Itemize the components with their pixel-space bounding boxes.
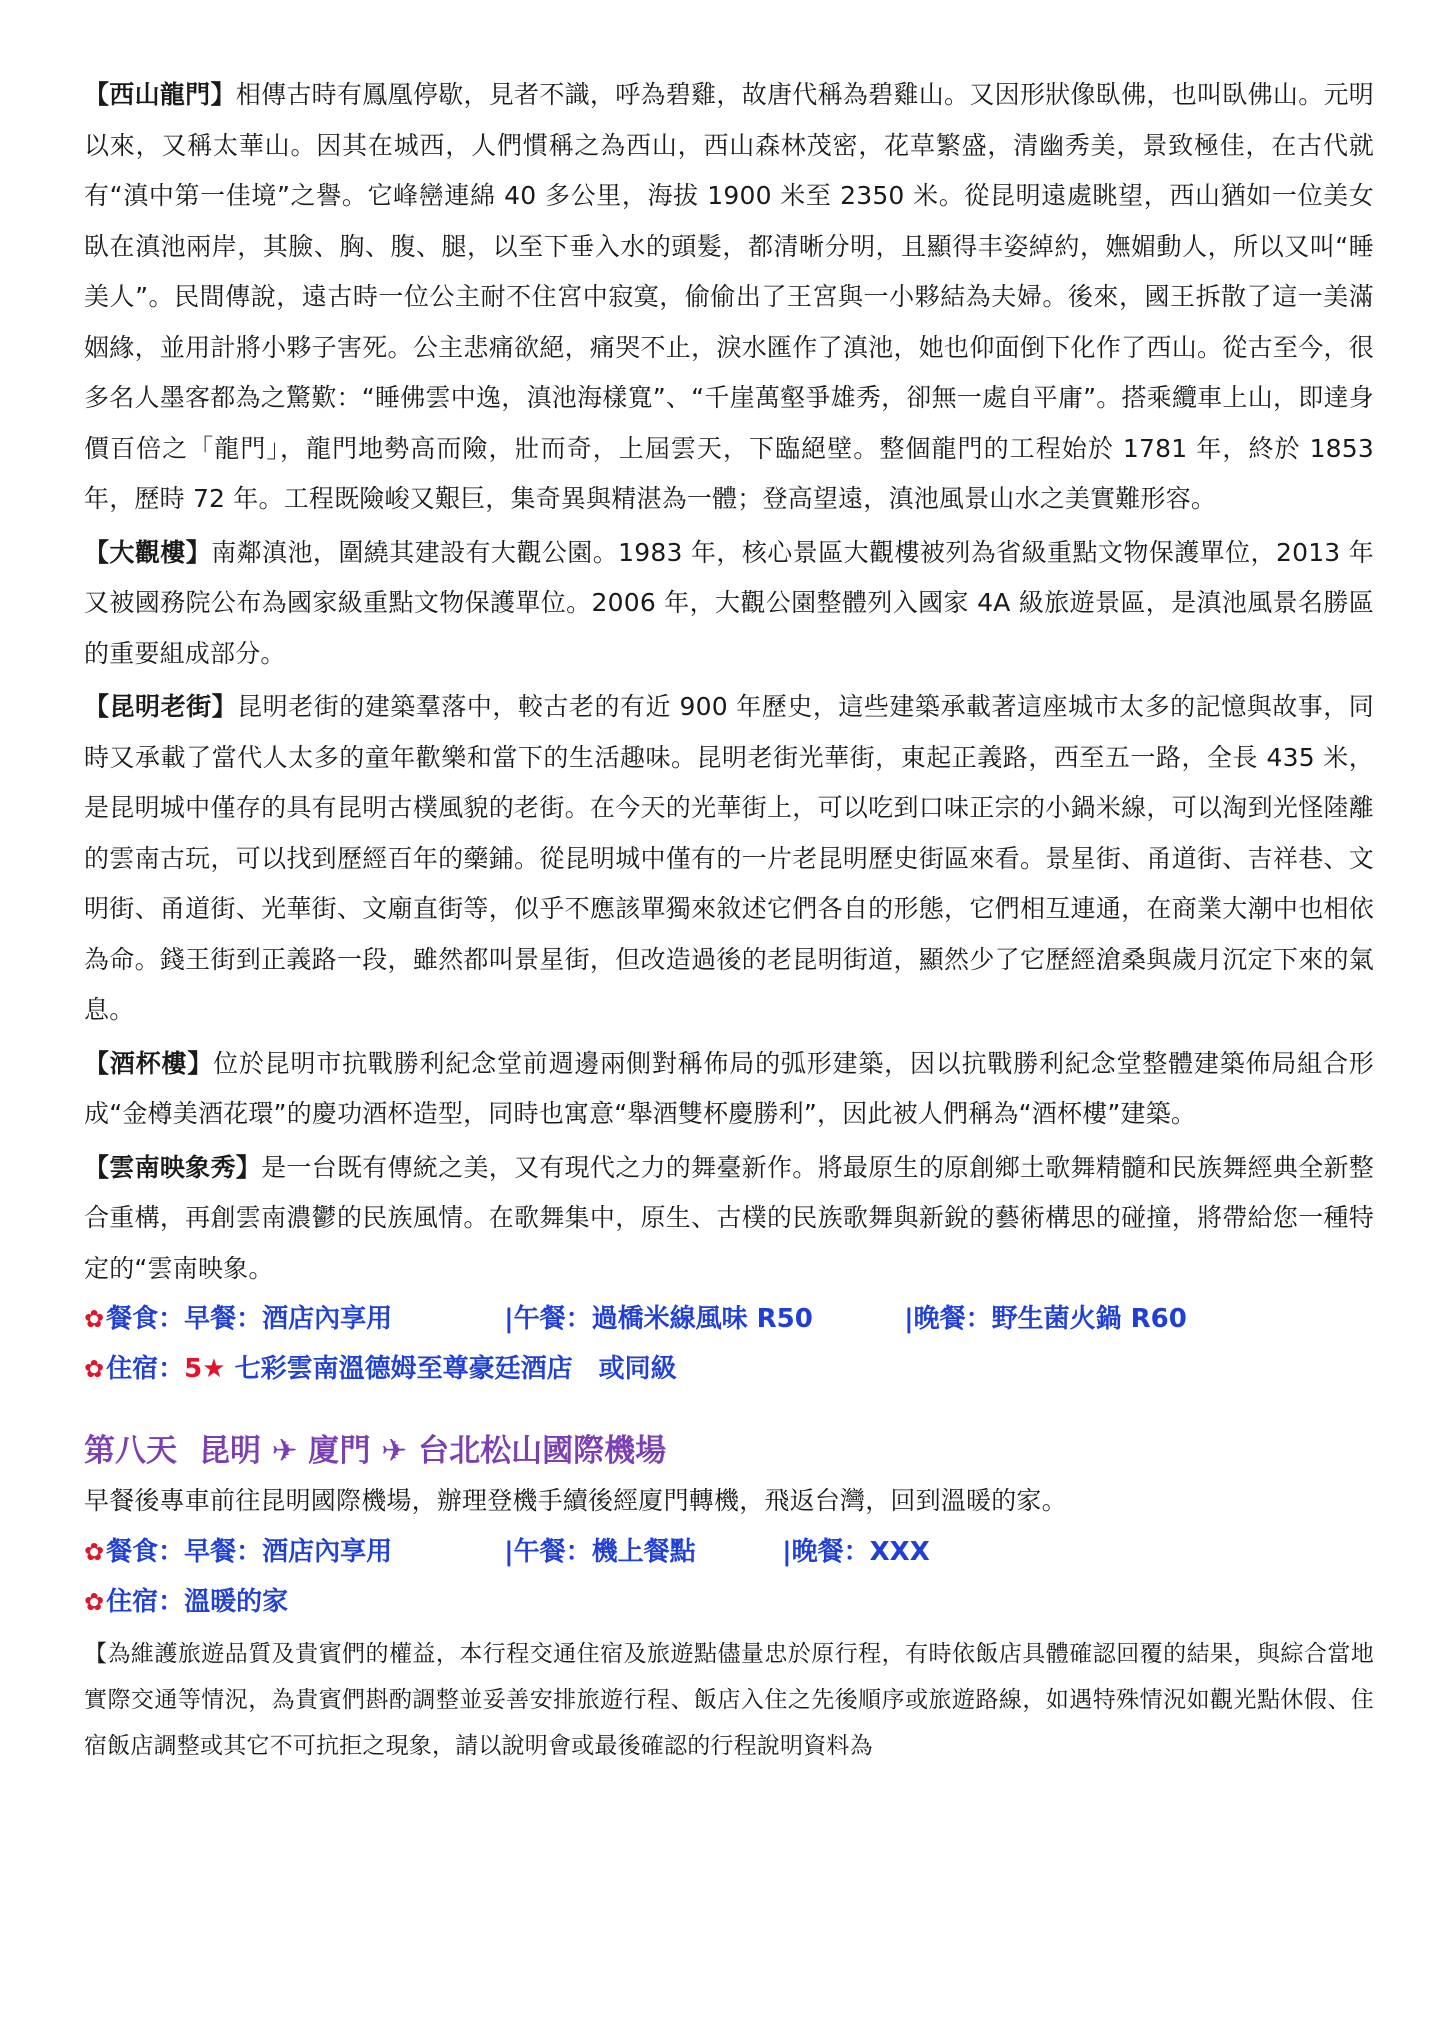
flower-icon: ✿: [84, 1305, 105, 1333]
section-title: 【酒杯樓】: [84, 1048, 214, 1078]
section-daguanlou: [84, 528, 1374, 680]
meal-lunch: |午餐：過橋米線風味 R50: [504, 1304, 813, 1334]
itinerary-page: [84, 70, 1374, 1769]
stay-text: 住宿：溫暖的家: [106, 1586, 289, 1617]
day8-stay-line: [84, 1577, 1374, 1627]
day7-meals-line: [84, 1294, 1374, 1344]
section-title: 【大觀樓】: [84, 537, 212, 567]
stay-label: 住宿：: [106, 1354, 185, 1384]
section-kunming-old-street: [84, 682, 1374, 1036]
section-jiubeilou: [84, 1039, 1374, 1140]
section-xishan-longmen: [84, 70, 1374, 525]
meal-dinner: |晚餐：野生菌火鍋 R60: [904, 1304, 1187, 1334]
flower-icon: ✿: [84, 1355, 105, 1383]
meal-breakfast: 餐食：早餐：酒店內享用: [106, 1304, 393, 1334]
meal-dinner: |晚餐：XXX: [782, 1536, 930, 1567]
section-title: 【西山龍門】: [84, 80, 236, 109]
day-label: 第八天: [84, 1433, 177, 1469]
day8-heading: [84, 1426, 1374, 1476]
flower-icon: ✿: [84, 1587, 105, 1616]
day8-meals-line: [84, 1527, 1374, 1577]
hotel-stars: 5★: [184, 1354, 226, 1384]
meal-breakfast: 餐食：早餐：酒店內享用: [106, 1536, 393, 1567]
section-title: 【雲南映象秀】: [84, 1152, 262, 1182]
section-body: 相傳古時有鳳凰停歇，見者不識，呼為碧雞，故唐代稱為碧雞山。又因形狀像臥佛，也叫臥佛山。元明以來，又稱太華山。因其在城西，人們慣稱之為西山，西山森林茂密，花草繁盛，清幽秀美，景致極佳，在古代就有“滇中第一佳境”之譽。它峰巒連綿 40 多公里，海拔 1900 米至 2350 米。從昆明遠處眺望，西山猶如一位美女臥在滇池兩岸，其臉、胸、腹、腿，以至下垂入水的頭髮，都清晰分明，且顯得丰姿綽約，嫵媚動人，所以又叫“睡美人”。民間傳說，遠古時一位公主耐不住宮中寂寞，偷偷出了王宮與一小夥結為夫婦。後來，國王拆散了這一美滿姻緣，並用計將小夥子害死。公主悲痛欲絕，痛哭不止，淚水匯作了滇池，她也仰面倒下化作了西山。從古至今，很多名人墨客都為之驚歎：“睡佛雲中逸，滇池海樣寬”、“千崖萬壑爭雄秀，卻無一處自平庸”。搭乘纜車上山，即達身價百倍之「龍門」，龍門地勢高而險，壯而奇，上屆雲天，下臨絕壁。整個龍門的工程始於 1781 年，終於 1853 年，歷時 72 年。工程既險峻又艱巨，集奇異與精湛為一體；登高望遠，滇池風景山水之美實難形容。: [84, 80, 1374, 513]
day8-description: 早餐後專車前往昆明國際機場，辦理登機手續後經廈門轉機，飛返台灣，回到溫暖的家。: [84, 1486, 1067, 1515]
section-title: 【昆明老街】: [84, 692, 238, 721]
section-body: 是一台既有傳統之美，又有現代之力的舞臺新作。將最原生的原創鄉土歌舞精髓和民族舞經典全新整合重構，再創雲南濃鬱的民族風情。在歌舞集中，原生、古樸的民族歌舞與新銳的藝術構思的碰撞，將帶給您一種特定的“雲南映象。: [84, 1152, 1374, 1283]
flower-icon: ✿: [84, 1537, 105, 1566]
meal-lunch: |午餐：機上餐點: [504, 1536, 696, 1567]
day7-stay-line: [84, 1344, 1374, 1394]
hotel-name: 七彩雲南溫德姆至尊豪廷酒店 或同級: [225, 1354, 677, 1384]
section-yunnan-show: [84, 1143, 1374, 1295]
section-body: 昆明老街的建築羣落中，較古老的有近 900 年歷史，這些建築承載著這座城市太多的記憶與故事，同時又承載了當代人太多的童年歡樂和當下的生活趣味。昆明老街光華街，東起正義路，西至五一路，全長 435 米，是昆明城中僅存的具有昆明古樸風貌的老街。在今天的光華街上，可以吃到口味正宗的小鍋米線，可以淘到光怪陸離的雲南古玩，可以找到歷經百年的藥鋪。從昆明城中僅有的一片老昆明歷史街區來看。景星街、甬道街、吉祥巷、文明街、甬道街、光華街、文廟直街等，似乎不應該單獨來敘述它們各自的形態，它們相互連通，在商業大潮中也相依為命。錢王街到正義路一段，雖然都叫景星街，但改造過後的老昆明街道，顯然少了它歷經滄桑與歲月沉定下來的氣息。: [84, 692, 1375, 1024]
day-route: 昆明 ✈ 廈門 ✈ 台北松山國際機場: [199, 1433, 667, 1469]
section-body: 南鄰滇池，圍繞其建設有大觀公園。1983 年，核心景區大觀樓被列為省級重點文物保護單位，2013 年又被國務院公布為國家級重點文物保護單位。2006 年，大觀公園整體列入國家 4A 級旅遊景區，是滇池風景名勝區的重要組成部分。: [84, 537, 1374, 668]
section-body: 位於昆明市抗戰勝利紀念堂前週邊兩側對稱佈局的弧形建築，因以抗戰勝利紀念堂整體建築佈局組合形成“金樽美酒花環”的慶功酒杯造型，同時也寓意“舉酒雙杯慶勝利”，因此被人們稱為“酒杯樓”建築。: [84, 1048, 1374, 1128]
disclaimer-note: 【為維護旅遊品質及貴賓們的權益，本行程交通住宿及旅遊點儘量忠於原行程，有時依飯店具體確認回覆的結果，與綜合當地實際交通等情況，為貴賓們斟酌調整並妥善安排旅遊行程、飯店入住之先後順序或旅遊路線，如遇特殊情況如觀光點休假、住宿飯店調整或其它不可抗拒之現象，請以說明會或最後確認的行程說明資料為: [84, 1640, 1374, 1759]
